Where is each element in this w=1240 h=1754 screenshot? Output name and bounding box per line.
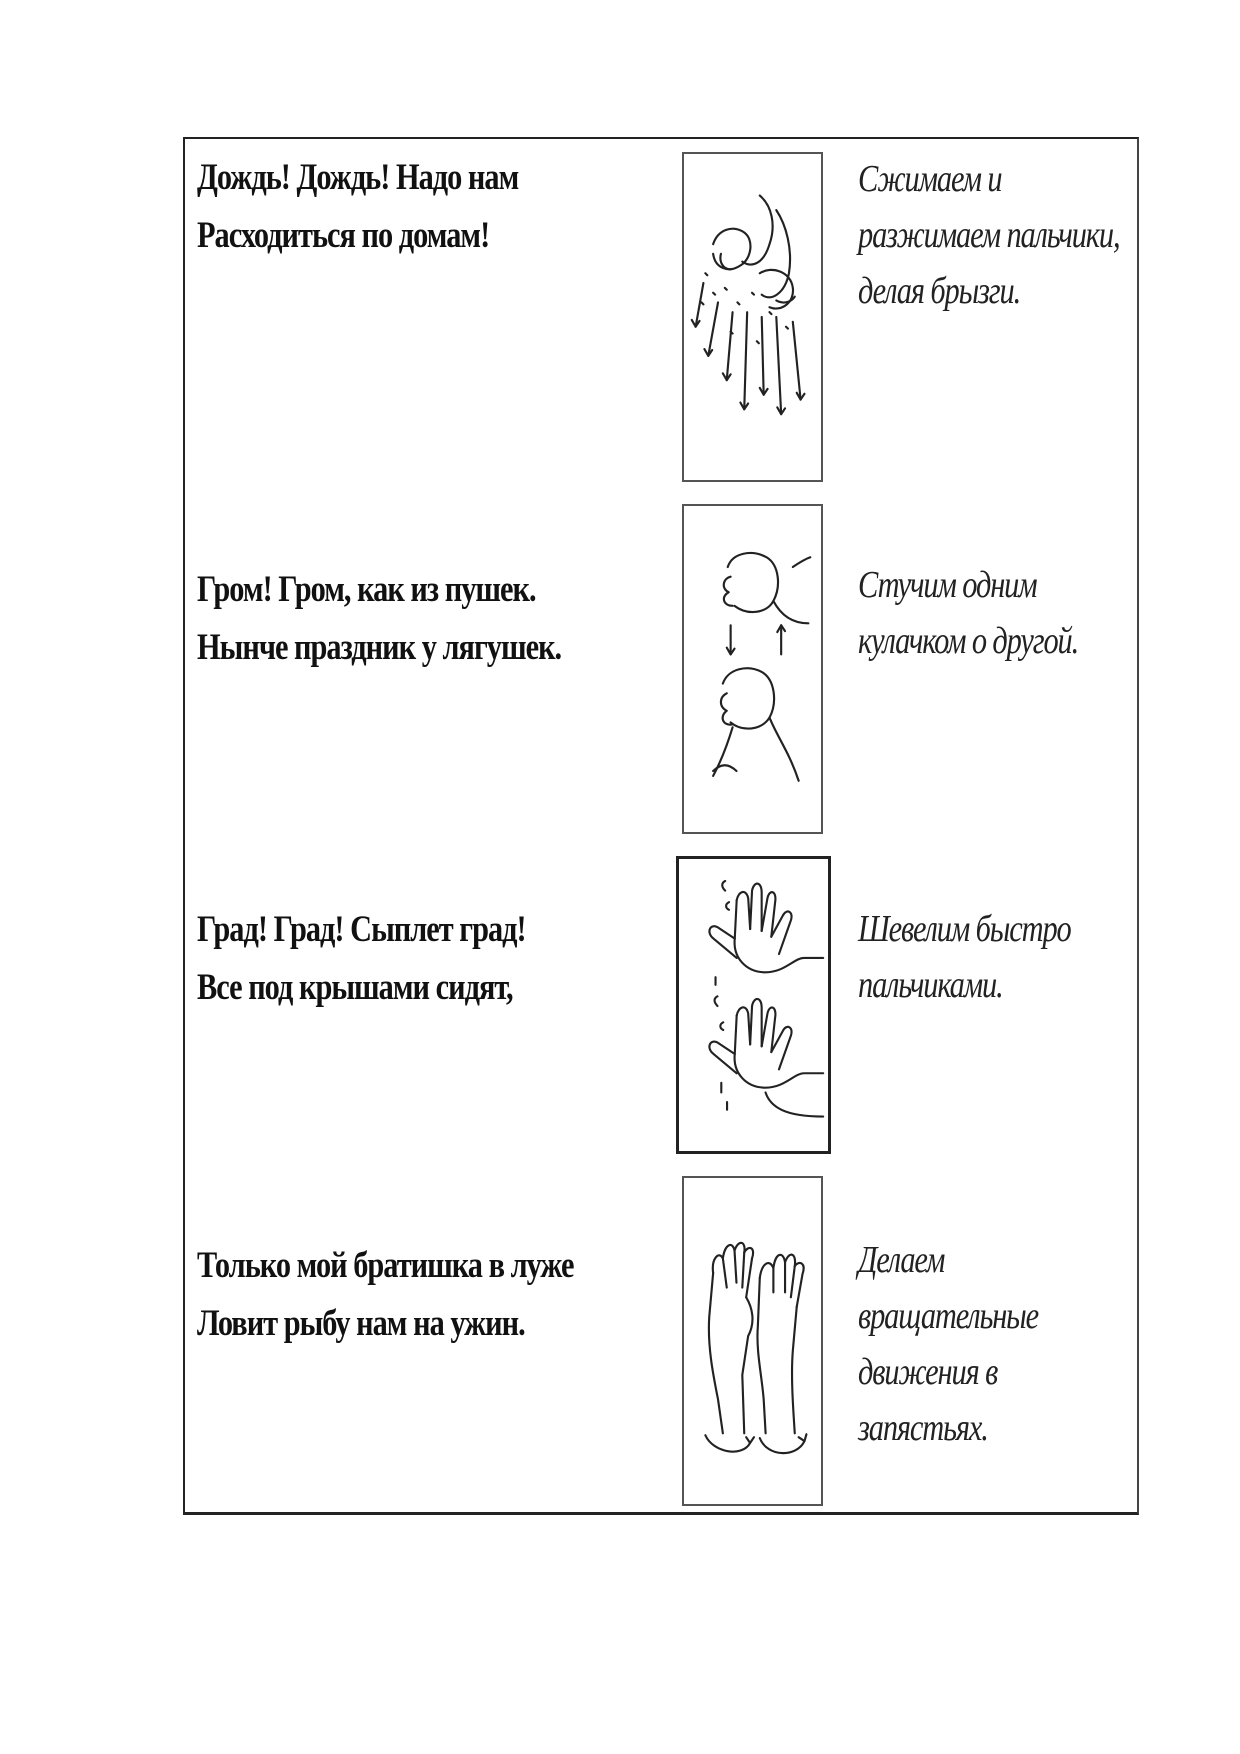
action-line: пальчиками. xyxy=(858,964,1003,1006)
action-line: движения в xyxy=(858,1351,998,1393)
verse-line: Расходиться по домам! xyxy=(197,215,490,256)
action-thunder xyxy=(858,557,1078,669)
action-line: Стучим одним xyxy=(858,564,1037,606)
verse-hail xyxy=(197,901,526,1017)
action-line: делая брызги. xyxy=(858,270,1021,312)
action-line: вращательные xyxy=(858,1295,1039,1337)
exercise-table xyxy=(183,137,1139,1515)
verse-line: Только мой братишка в луже xyxy=(197,1245,574,1286)
action-line: запястьях. xyxy=(858,1407,988,1449)
action-hail xyxy=(858,901,1071,1013)
verse-line: Нынче праздник у лягушек. xyxy=(197,627,562,668)
action-rain xyxy=(858,151,1119,319)
verse-thunder xyxy=(197,561,561,677)
verse-rain xyxy=(197,149,518,265)
verse-puddle xyxy=(197,1237,573,1353)
fists-knocking-icon xyxy=(682,504,823,834)
verse-line: Ловит рыбу нам на ужин. xyxy=(197,1303,525,1344)
action-line: разжимаем пальчики, xyxy=(858,214,1120,256)
wiggling-fingers-icon xyxy=(676,856,831,1154)
rotating-wrists-icon xyxy=(682,1176,823,1506)
verse-line: Гром! Гром, как из пушек. xyxy=(197,569,536,610)
action-line: Сжимаем и xyxy=(858,158,1002,200)
action-line: Делаем xyxy=(858,1239,945,1281)
action-line: Шевелим быстро xyxy=(858,908,1071,950)
action-line: кулачком о другой. xyxy=(858,620,1079,662)
action-puddle xyxy=(858,1232,1038,1456)
verse-line: Дождь! Дождь! Надо нам xyxy=(197,157,519,198)
hands-sprinkling-rain-icon xyxy=(682,152,823,482)
verse-line: Все под крышами сидят, xyxy=(197,967,513,1008)
verse-line: Град! Град! Сыплет град! xyxy=(197,909,526,950)
